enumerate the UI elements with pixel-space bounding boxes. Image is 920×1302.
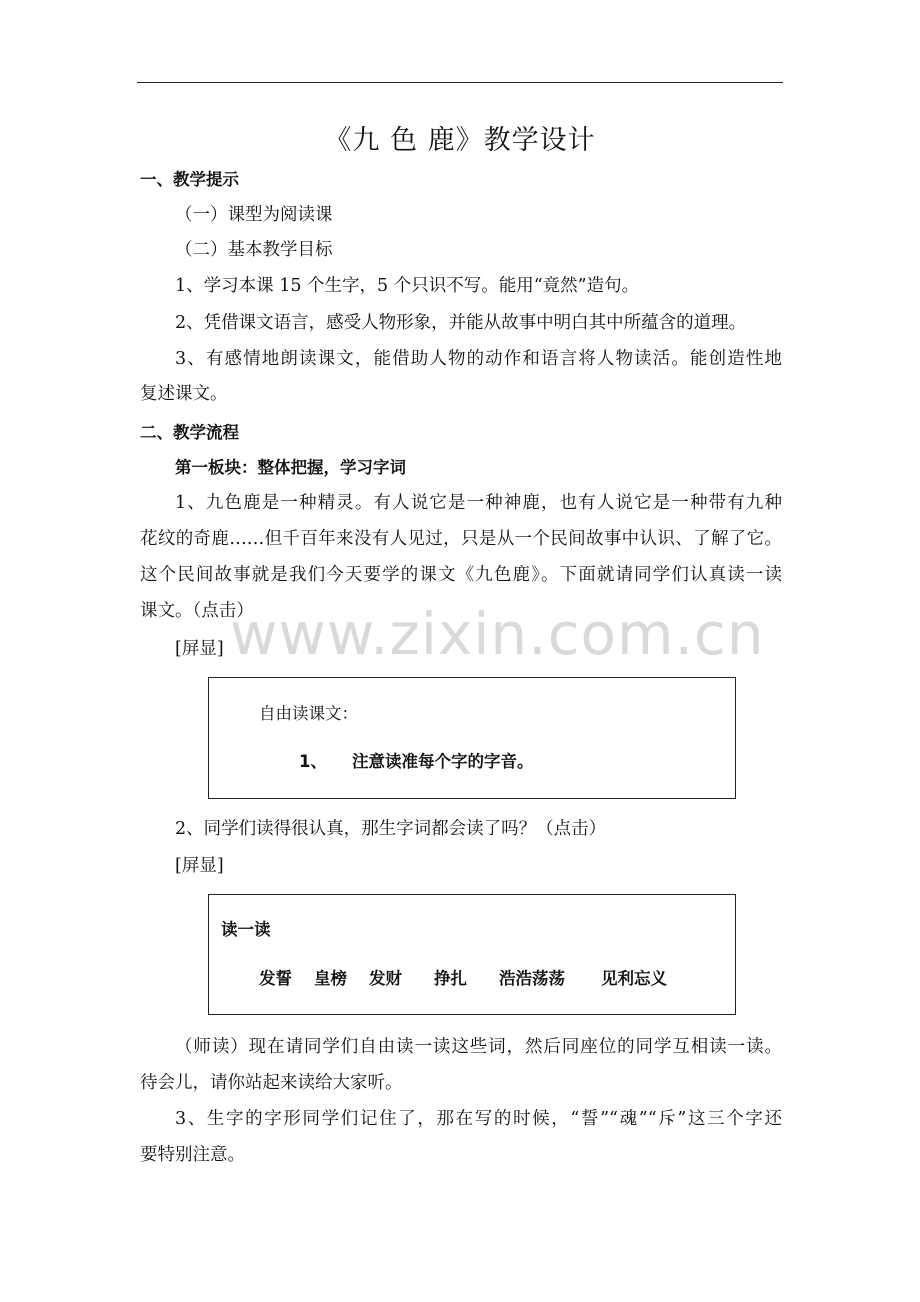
box-1-item-text: 注意读准每个字的字音。 (352, 752, 534, 771)
header-rule (137, 82, 783, 83)
paragraph-1-line-3: 这个民间故事就是我们今天要学的课文《九色鹿》。下面就请同学们认真读一读 (140, 565, 782, 585)
goals-heading: （二）基本教学目标 (175, 240, 333, 260)
watermark: www.zixin.com.cn (230, 600, 765, 668)
word-2: 皇榜 (314, 969, 347, 988)
page-title: 《九 色 鹿》教学设计 (324, 125, 596, 156)
block-1-heading: 第一板块：整体把握，学习字词 (175, 458, 406, 477)
goal-2: 2、凭借课文语言，感受人物形象，并能从故事中明白其中所蕴含的道理。 (175, 313, 747, 333)
lesson-type: （一）课型为阅读课 (175, 205, 333, 225)
screen-label-1: [屏显] (175, 639, 224, 659)
goal-3-line-1: 3、有感情地朗读课文，能借助人物的动作和语言将人物读活。能创造性地 (175, 349, 782, 369)
word-4: 挣扎 (434, 969, 467, 988)
section-heading-2: 二、教学流程 (140, 423, 239, 442)
screen-box-2 (208, 894, 736, 1015)
paragraph-1-line-4: 课文。（点击） (140, 601, 254, 621)
paragraph-4-line-2: 要特别注意。 (140, 1145, 245, 1165)
goal-1: 1、学习本课 15 个生字，5 个只识不写。能用“竟然”造句。 (175, 276, 640, 296)
paragraph-4-line-1: 3、生字的字形同学们记住了，那在写的时候，“誓”“魂”“斥”这三个字还 (175, 1109, 782, 1129)
word-1: 发誓 (259, 969, 292, 988)
box-1-heading: 自由读课文： (259, 704, 358, 723)
word-3: 发财 (369, 969, 402, 988)
goal-3-line-2: 复述课文。 (140, 384, 228, 404)
paragraph-1-line-1: 1、九色鹿是一种精灵。有人说它是一种神鹿，也有人说它是一种带有九种 (175, 493, 782, 513)
paragraph-3-line-2: 待会儿，请你站起来读给大家听。 (140, 1073, 403, 1093)
section-heading-1: 一、教学提示 (140, 170, 239, 189)
screen-box-1 (208, 677, 736, 799)
paragraph-2: 2、同学们读得很认真，那生字词都会读了吗？（点击） (175, 819, 607, 839)
screen-label-2: [屏显] (175, 856, 224, 876)
paragraph-1-line-2: 花纹的奇鹿……但千百年来没有人见过，只是从一个民间故事中认识、了解了它。 (140, 529, 782, 549)
word-6: 见利忘义 (601, 969, 667, 988)
box-1-item-number: 1、 (299, 752, 327, 771)
box-2-heading: 读一读 (221, 920, 271, 939)
paragraph-3-line-1: （师读）现在请同学们自由读一读这些词，然后同座位的同学互相读一读。 (175, 1037, 782, 1057)
word-5: 浩浩荡荡 (499, 969, 565, 988)
